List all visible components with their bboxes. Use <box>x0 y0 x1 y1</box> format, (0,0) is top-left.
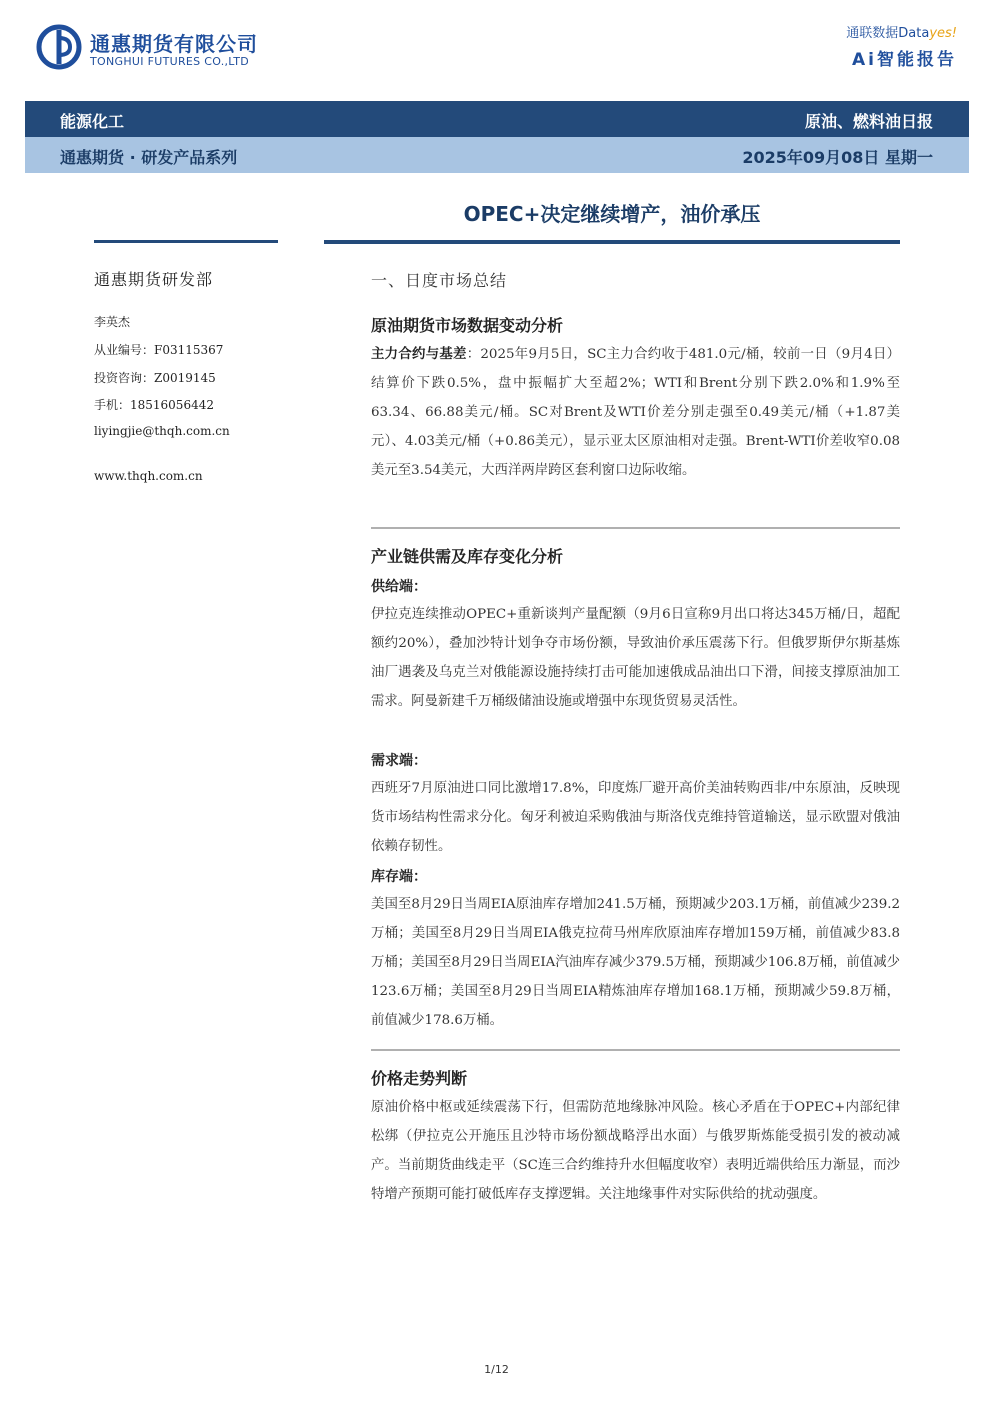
sidebar-rule <box>94 240 278 243</box>
datayes-data: Data <box>898 26 930 41</box>
inventory-paragraph: 美国至8月29日当周EIA原油库存增加241.5万桶，预期减少203.1万桶，前值减少239.2万桶；美国至8月29日当周EIA俄克拉荷马州库欣原油库存增加159万桶，前值减少83.8万桶；美国至8月29日当周EIA汽油库存减少379.5万桶，预期减少106.8万桶，前值减少123.6万桶；美国至8月29日当周EIA精炼油库存增加168.1万桶，预期减少59.8万桶，前值减少178.6万桶。 <box>371 897 900 1028</box>
report-title: OPEC+决定继续增产，油价承压 <box>463 202 761 226</box>
consult-number: 投资咨询：Z0019145 <box>94 371 216 385</box>
company-name-en: TONGHUI FUTURES CO.,LTD <box>90 55 250 68</box>
inventory-label: 库存端： <box>371 869 427 885</box>
ai-report-label: Ai智能报告 <box>852 50 957 70</box>
basis-text: ：2025年9月5日，SC主力合约收于481.0元/桶，较前一日（9月4日）结算价下跌0.5%，盘中振幅扩大至超2%；WTI和Brent分别下跌2.0%和1.9%至63.34、66.88美元/桶。SC对Brent及WTI价差分别走强至0.49美元/桶（+1.87美元）、4.03美元/桶（+0.86美元），显示亚太区原油相对走强。Brent-WTI价差收窄0.08美元至3.54美元，大西洋两岸跨区套利窗口边际收缩。 <box>371 347 901 478</box>
sector-bar <box>25 101 969 137</box>
series-bar <box>25 137 969 173</box>
website-link[interactable]: www.thqh.com.cn <box>94 469 203 483</box>
supply-label: 供给端： <box>371 579 427 595</box>
phone-number: 手机：18516056442 <box>94 398 214 412</box>
datayes-logo <box>817 22 957 72</box>
divider-1 <box>371 527 900 529</box>
title-rule <box>324 240 900 244</box>
report-type: 原油、燃料油日报 <box>804 112 933 131</box>
divider-2 <box>371 1049 900 1051</box>
tonghui-logo-icon <box>36 24 82 70</box>
report-date: 2025年09月08日 星期一 <box>742 148 933 167</box>
price-trend-heading: 价格走势判断 <box>371 1069 468 1088</box>
series-label: 通惠期货 · 研发产品系列 <box>60 148 238 167</box>
datayes-yes: yes! <box>929 26 957 41</box>
sector-label: 能源化工 <box>60 112 125 131</box>
basis-label: 主力合约与基差 <box>371 347 467 362</box>
author-name: 李英杰 <box>94 315 131 329</box>
demand-label: 需求端： <box>371 753 427 769</box>
demand-paragraph: 西班牙7月原油进口同比激增17.8%，印度炼厂避开高价美油转购西非/中东原油，反映现货市场结构性需求分化。匈牙利被迫采购俄油与斯洛伐克维持管道输送，显示欧盟对俄油依赖存韧性。 <box>371 781 900 854</box>
company-logo <box>36 24 276 72</box>
datayes-brand <box>817 22 957 41</box>
email-link[interactable]: liyingjie@thqh.com.cn <box>94 424 230 438</box>
supply-chain-heading: 产业链供需及库存变化分析 <box>371 547 564 566</box>
page-number: 1/12 <box>484 1363 509 1376</box>
company-name-cn: 通惠期货有限公司 <box>90 32 258 56</box>
section-heading-daily-summary: 一、日度市场总结 <box>371 271 508 290</box>
datayes-prefix: 通联数据 <box>846 26 899 41</box>
department-name: 通惠期货研发部 <box>94 270 214 289</box>
supply-paragraph: 伊拉克连续推动OPEC+重新谈判产量配额（9月6日宣称9月出口将达345万桶/日，超配额约20%），叠加沙特计划争夺市场份额，导致油价承压震荡下行。但俄罗斯伊尔斯基炼油厂遇袭及乌克兰对俄能源设施持续打击可能加速俄成品油出口下滑，间接支撑原油加工需求。阿曼新建千万桶级储油设施或增强中东现货贸易灵活性。 <box>371 607 900 709</box>
price-paragraph: 原油价格中枢或延续震荡下行，但需防范地缘脉冲风险。核心矛盾在于OPEC+内部纪律松绑（伊拉克公开施压且沙特市场份额战略浮出水面）与俄罗斯炼能受损引发的被动减产。当前期货曲线走平（SC连三合约维持升水但幅度收窄）表明近端供给压力渐显，而沙特增产预期可能打破低库存支撑逻辑。关注地缘事件对实际供给的扰动强度。 <box>371 1100 900 1202</box>
crude-futures-heading: 原油期货市场数据变动分析 <box>371 316 564 335</box>
basis-paragraph <box>371 340 900 485</box>
license-number: 从业编号：F03115367 <box>94 343 224 357</box>
